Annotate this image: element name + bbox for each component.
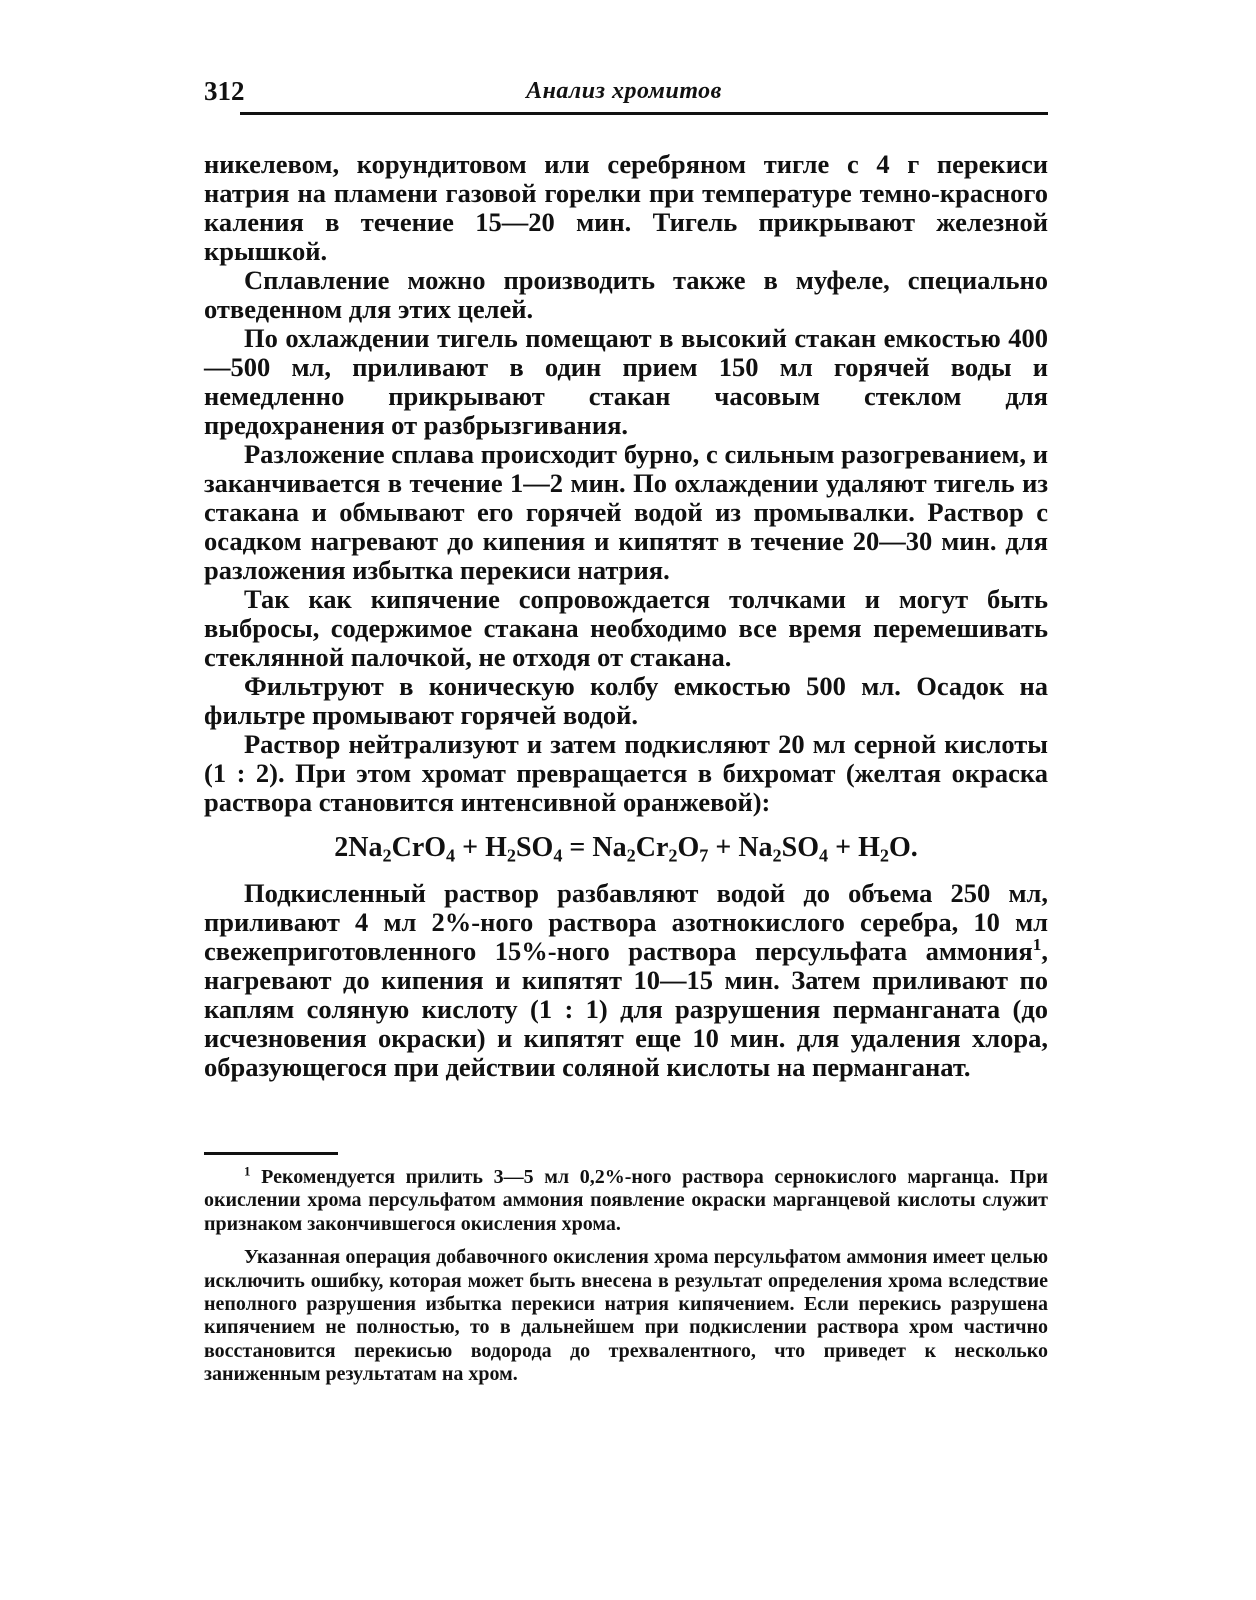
- footnote-reference[interactable]: 1: [1032, 935, 1042, 955]
- footnote-2: Указанная операция добавочного окисления хрома персульфатом аммония имеет целью исключить ошибку, которая может быть внесена в результат определения хрома вследствие неполного разрушения избытка перекиси натрия кипячением. Если перекись разрушена кипячением не полностью, то в дальнейшем при подкислении раствора хром частично восстановится перекисью водорода до трехвалентного, что приведет к несколько заниженным результатам на хром.: [204, 1246, 1048, 1386]
- paragraph-1: никелевом, корундитовом или серебряном тигле с 4 г перекиси натрия на пламени газовой горелки при температуре темно-красного каления в течение 15—20 мин. Тигель прикрывают железной крышкой.: [204, 149, 1048, 266]
- header-rule: [240, 112, 1048, 115]
- running-title: Анализ хромитов: [526, 78, 722, 104]
- paragraph-5: Так как кипячение сопровождается толчками и могут быть выбросы, содержимое стакана необходимо все время перемешивать стеклянной палочкой, не отходя от стакана.: [204, 584, 1048, 672]
- footnote-1: $^1$ Рекомендуется прилить 3—5 мл 0,2%-ного раствора сернокислого марганца. При окислении хрома персульфатом аммония появление окраски марганцевой кислоты служит признаком закончившегося окисления хрома.: [204, 1163, 1048, 1235]
- footnote-marker: 1: [244, 1163, 251, 1179]
- main-text: [204, 150, 1048, 1082]
- page-number: 312: [204, 76, 245, 106]
- chemical-equation: $2Na_2CrO_4 + H_2SO_4 = Na_2Cr_2O_7 + Na_2SO_4 + H_2O$.: [334, 832, 918, 866]
- footnotes: [204, 1163, 1048, 1387]
- paragraph-6: Фильтруют в коническую колбу емкостью 500 мл. Осадок на фильтре промывают горячей водой.: [204, 671, 1048, 730]
- paragraph-8: Подкисленный раствор разбавляют водой до объема 250 мл, приливают 4 мл 2%-ного раствора азотнокислого серебра, 10 мл свежеприготовленного 15%-ного раствора персульфата аммония$^1$, нагревают до кипения и кипятят 10—15 мин. Затем приливают по каплям соляную кислоту (1 : 1) для разрушения перманганата (до исчезновения окраски) и кипятят еще 10 мин. для удаления хлора, образующегося при действии соляной кислоты на перманганат.: [204, 878, 1048, 1082]
- paragraph-4: Разложение сплава происходит бурно, с сильным разогреванием, и заканчивается в течение 1—2 мин. По охлаждении удаляют тигель из стакана и обмывают его горячей водой из промывалки. Раствор с осадком нагревают до кипения и кипятят в течение 20—30 мин. для разложения избытка перекиси натрия.: [204, 439, 1048, 585]
- paragraph-3: По охлаждении тигель помещают в высокий стакан емкостью 400—500 мл, приливают в один прием 150 мл горячей воды и немедленно прикрывают стакан часовым стеклом для предохранения от разбрызгивания.: [204, 323, 1048, 440]
- paragraph-2: Сплавление можно производить также в муфеле, специально отведенном для этих целей.: [204, 265, 1048, 324]
- paragraph-7: Раствор нейтрализуют и затем подкисляют 20 мл серной кислоты (1 : 2). При этом хромат превращается в бихромат (желтая окраска раствора становится интенсивной оранжевой):: [204, 729, 1048, 817]
- page-header: [200, 70, 1048, 120]
- footnote-rule: [204, 1152, 338, 1155]
